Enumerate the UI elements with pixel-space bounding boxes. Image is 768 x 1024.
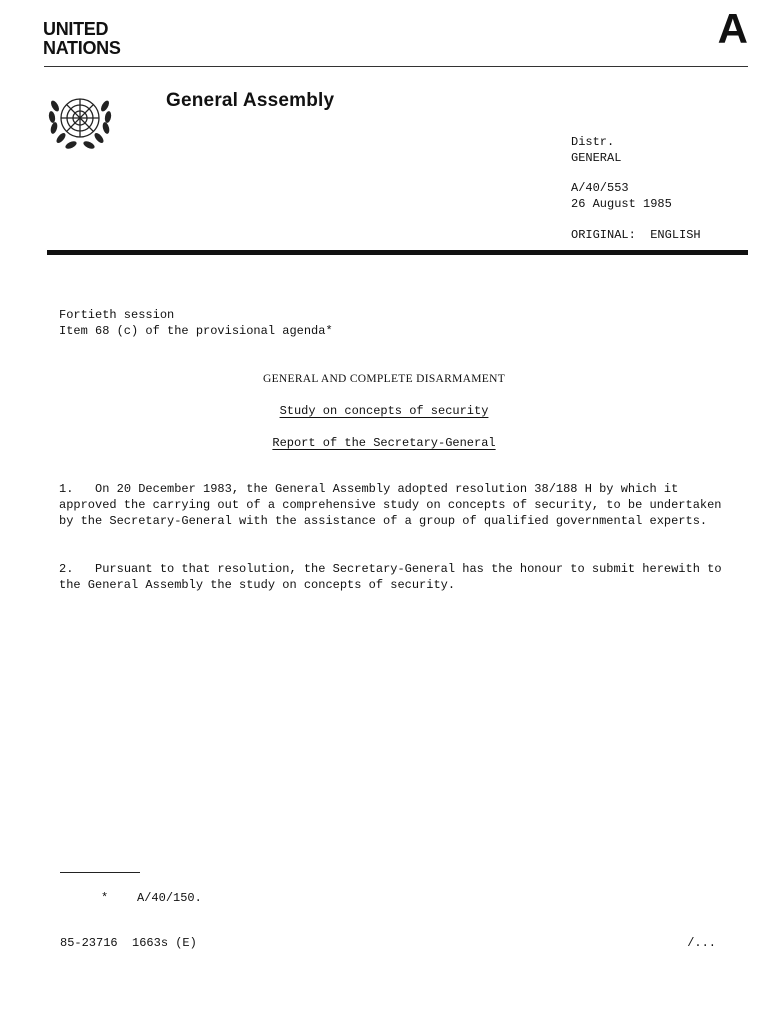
un-emblem-icon xyxy=(44,84,116,156)
report-title xyxy=(0,435,768,451)
header-rule xyxy=(44,66,748,67)
study-subtitle xyxy=(0,403,768,419)
general-assembly-title: General Assembly xyxy=(166,90,335,111)
report-title-text: Report of the Secretary-General xyxy=(272,436,496,450)
footnote xyxy=(101,890,202,906)
distr-value: GENERAL xyxy=(571,151,622,165)
job-number: 85-23716 1663s (E) xyxy=(60,936,197,950)
org-line-1: UNITED xyxy=(43,19,109,39)
continuation-marker: /... xyxy=(687,936,716,950)
header-thick-rule xyxy=(47,250,748,255)
document-date: 26 August 1985 xyxy=(571,197,672,211)
session-info xyxy=(59,307,333,339)
session-line: Fortieth session xyxy=(59,308,175,322)
paragraph-2 xyxy=(59,561,729,593)
paragraph-text: On 20 December 1983, the General Assembly adopted resolution 38/188 H by which it approved the carrying out of a comprehensive study on concepts of security, to be undertaken by the Secretary-General with the assistance of a group of qualified governmental experts. xyxy=(59,482,729,528)
paragraph-text: Pursuant to that resolution, the Secretary-General has the honour to submit herewith to the General Assembly the study on concepts of security. xyxy=(59,562,729,592)
distribution-block xyxy=(571,134,621,166)
original-label: ORIGINAL: xyxy=(571,228,636,242)
distr-label: Distr. xyxy=(571,135,615,149)
study-subtitle-text: Study on concepts of security xyxy=(279,404,489,418)
paragraph-1 xyxy=(59,481,729,529)
document-series-letter: A xyxy=(717,5,748,52)
document-symbol-block xyxy=(571,180,672,212)
footnote-text: A/40/150. xyxy=(137,891,202,905)
footnote-rule xyxy=(60,872,140,873)
agenda-item-line: Item 68 (c) of the provisional agenda* xyxy=(59,324,333,338)
organization-name xyxy=(43,20,121,58)
footnote-marker: * xyxy=(101,891,109,905)
org-line-2: NATIONS xyxy=(43,38,121,58)
original-language xyxy=(571,227,701,243)
document-symbol: A/40/553 xyxy=(571,181,629,195)
original-value: ENGLISH xyxy=(650,228,701,242)
paragraph-number: 1. xyxy=(59,482,74,496)
paragraph-number: 2. xyxy=(59,562,74,576)
main-heading xyxy=(0,371,768,387)
main-heading-text: GENERAL AND COMPLETE DISARMAMENT xyxy=(262,373,506,385)
